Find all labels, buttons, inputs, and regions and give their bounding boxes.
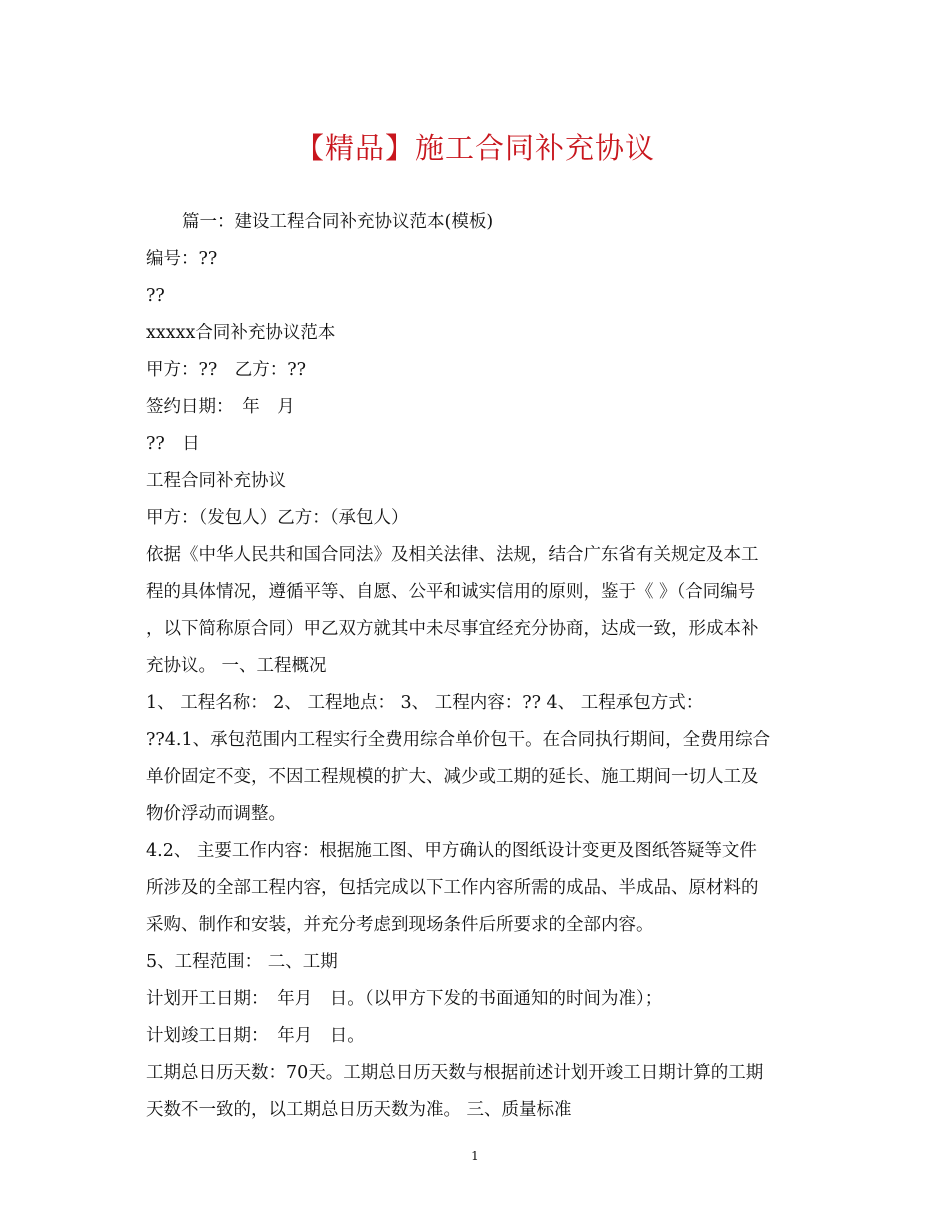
body-line: 采购、制作和安装，并充分考虑到现场条件后所要求的全部内容。	[146, 915, 654, 935]
body-line: 充协议。 一、工程概况	[146, 656, 327, 676]
document-number-line: 编号：??	[146, 249, 218, 269]
party-roles-line: 甲方：（发包人）乙方：（承包人）	[146, 508, 409, 528]
signing-date-line: 签约日期： 年 月	[146, 397, 295, 417]
body-line: 计划竣工日期： 年月 日。	[146, 1026, 365, 1046]
body-line: 程的具体情况，遵循平等、自愿、公平和诚实信用的原则，鉴于《 》（合同编号	[146, 582, 756, 602]
body-line: ??4.1、承包范围内工程实行全费用综合单价包干。在合同执行期间，全费用综合	[146, 730, 771, 750]
body-line: ，以下简称原合同）甲乙双方就其中未尽事宜经充分协商，达成一致，形成本补	[146, 619, 759, 639]
body-line: 天数不一致的，以工期总日历天数为准。 三、质量标准	[146, 1100, 572, 1120]
template-name-line: xxxxx合同补充协议范本	[146, 323, 336, 343]
body-line: 4.2、 主要工作内容：根据施工图、甲方确认的图纸设计变更及图纸答疑等文件	[146, 841, 757, 861]
document-title: 【精品】施工合同补充协议	[294, 131, 655, 165]
body-line: 物价浮动而调整。	[146, 804, 286, 824]
body-line: 5、工程范围： 二、工期	[146, 952, 338, 972]
body-line: 计划开工日期： 年月 日。（以甲方下发的书面通知的时间为准）；	[146, 989, 663, 1009]
body-line: 依据《中华人民共和国合同法》及相关法律、法规，结合广东省有关规定及本工	[146, 545, 759, 565]
body-line: 所涉及的全部工程内容，包括完成以下工作内容所需的成品、半成品、原材料的	[146, 878, 759, 898]
parties-line: 甲方：?? 乙方：??	[146, 360, 307, 380]
section-heading: 篇一：建设工程合同补充协议范本(模板)	[182, 212, 494, 232]
body-line: 1、 工程名称： 2、 工程地点： 3、 工程内容：?? 4、 工程承包方式：	[146, 693, 704, 713]
agreement-heading: 工程合同补充协议	[146, 471, 286, 491]
document-body	[146, 204, 816, 1129]
body-line: ??	[146, 286, 165, 306]
body-line: 单价固定不变，不因工程规模的扩大、减少或工期的延长、施工期间一切人工及	[146, 767, 759, 787]
body-line: 工期总日历天数：70天。工期总日历天数与根据前述计划开竣工日期计算的工期	[146, 1063, 764, 1083]
page-number: 1	[471, 1149, 479, 1163]
signing-day-line: ?? 日	[146, 434, 200, 454]
